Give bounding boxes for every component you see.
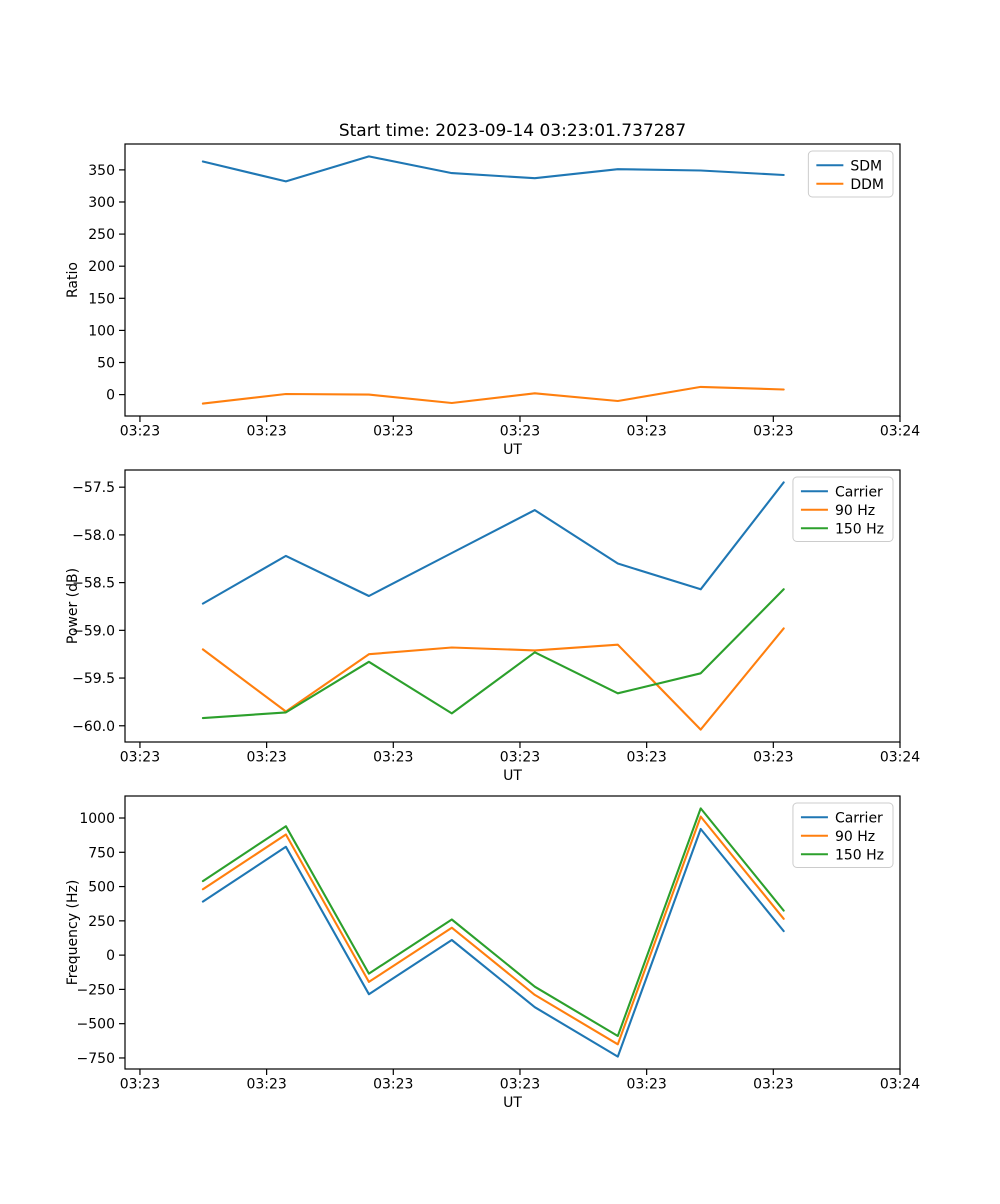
x-tick-label: 03:23 bbox=[753, 749, 794, 766]
legend-label-150-hz: 150 Hz bbox=[834, 847, 884, 864]
subplot-ratio bbox=[65, 144, 920, 458]
x-tick-label: 03:23 bbox=[119, 749, 161, 766]
series-line-90-hz bbox=[203, 628, 784, 729]
y-tick-label: 250 bbox=[88, 227, 115, 244]
y-tick-label: −59.0 bbox=[72, 623, 115, 640]
x-tick-label: 03:23 bbox=[246, 1076, 287, 1093]
plot-frame bbox=[125, 144, 900, 416]
x-tick-label: 03:23 bbox=[119, 423, 161, 440]
x-tick-label: 03:23 bbox=[119, 1076, 161, 1093]
y-tick-label: −750 bbox=[76, 1050, 115, 1067]
x-tick-label: 03:23 bbox=[626, 423, 667, 440]
y-tick-label: 100 bbox=[88, 323, 115, 340]
series-line-carrier bbox=[203, 482, 784, 603]
x-tick-label: 03:23 bbox=[626, 749, 667, 766]
x-tick-label: 03:23 bbox=[373, 749, 414, 766]
y-tick-label: 50 bbox=[97, 355, 115, 372]
y-tick-label: −57.5 bbox=[72, 480, 115, 497]
series-line-sdm bbox=[203, 156, 784, 181]
legend-label-ddm: DDM bbox=[850, 176, 884, 193]
y-tick-label: −60.0 bbox=[72, 718, 115, 735]
plot-frame bbox=[125, 470, 900, 742]
series-line-150-hz bbox=[203, 589, 784, 718]
x-tick-label: 03:24 bbox=[879, 749, 921, 766]
legend bbox=[793, 803, 893, 868]
legend-label-150-hz: 150 Hz bbox=[834, 521, 884, 538]
legend bbox=[808, 151, 893, 197]
chart-title: Start time: 2023-09-14 03:23:01.737287 bbox=[338, 121, 687, 141]
y-axis-label: Power (dB) bbox=[65, 567, 81, 645]
legend-label-90-hz: 90 Hz bbox=[834, 502, 876, 519]
y-tick-label: 300 bbox=[88, 194, 115, 211]
y-tick-label: 250 bbox=[88, 913, 115, 930]
x-axis-label: UT bbox=[503, 1095, 522, 1111]
legend bbox=[793, 477, 893, 542]
legend-label-sdm: SDM bbox=[850, 158, 883, 175]
y-tick-label: −58.0 bbox=[72, 527, 115, 544]
y-tick-label: 200 bbox=[88, 259, 115, 276]
series-line-carrier bbox=[203, 829, 784, 1057]
x-tick-label: 03:23 bbox=[246, 749, 287, 766]
y-tick-label: 0 bbox=[106, 948, 115, 965]
x-tick-label: 03:23 bbox=[499, 749, 541, 766]
series-line-90-hz bbox=[203, 817, 784, 1045]
x-tick-label: 03:24 bbox=[879, 1076, 921, 1093]
series-line-ddm bbox=[203, 387, 784, 404]
y-tick-label: 350 bbox=[88, 162, 115, 179]
y-tick-label: −59.5 bbox=[72, 671, 115, 688]
x-axis-label: UT bbox=[503, 442, 522, 458]
y-tick-label: 0 bbox=[106, 387, 115, 404]
y-tick-label: 150 bbox=[88, 291, 115, 308]
plot-frame bbox=[125, 796, 900, 1069]
x-tick-label: 03:23 bbox=[373, 1076, 414, 1093]
x-tick-label: 03:23 bbox=[753, 1076, 794, 1093]
y-tick-label: −500 bbox=[76, 1016, 115, 1033]
x-tick-label: 03:23 bbox=[373, 423, 414, 440]
x-tick-label: 03:23 bbox=[499, 423, 541, 440]
legend-label-90-hz: 90 Hz bbox=[834, 828, 876, 845]
legend-label-carrier: Carrier bbox=[834, 484, 883, 501]
x-tick-label: 03:23 bbox=[499, 1076, 541, 1093]
y-axis-label: Ratio bbox=[65, 262, 81, 298]
x-tick-label: 03:23 bbox=[753, 423, 794, 440]
y-tick-label: −58.5 bbox=[72, 575, 115, 592]
x-axis-label: UT bbox=[503, 768, 522, 784]
subplot-frequency bbox=[65, 796, 920, 1111]
y-tick-label: −250 bbox=[76, 982, 115, 999]
y-axis-label: Frequency (Hz) bbox=[65, 879, 81, 986]
subplot-power bbox=[65, 470, 920, 784]
y-tick-label: 500 bbox=[88, 879, 115, 896]
y-tick-label: 1000 bbox=[79, 811, 115, 828]
x-tick-label: 03:23 bbox=[246, 423, 287, 440]
y-tick-label: 750 bbox=[88, 845, 115, 862]
x-tick-label: 03:23 bbox=[626, 1076, 667, 1093]
legend-label-carrier: Carrier bbox=[834, 810, 883, 827]
x-tick-label: 03:24 bbox=[879, 423, 921, 440]
